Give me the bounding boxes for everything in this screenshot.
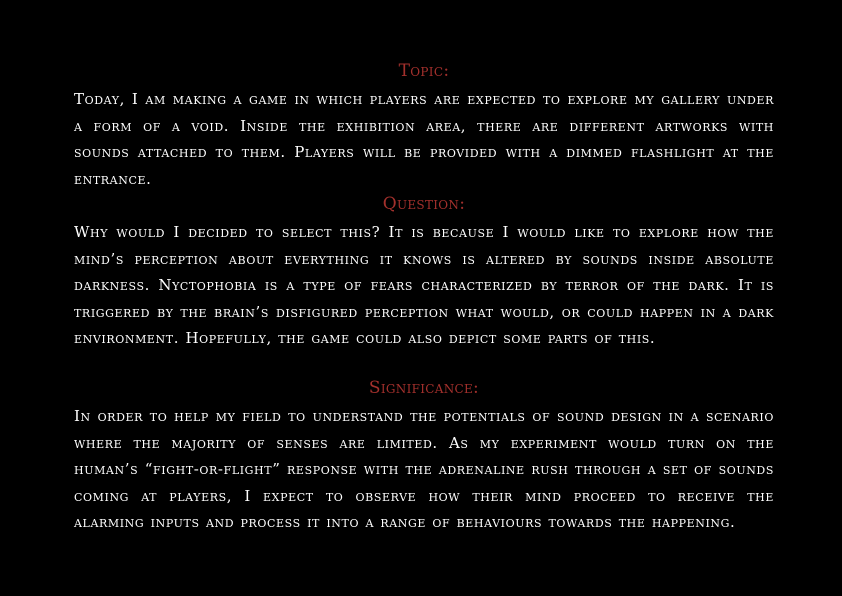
question-section (74, 193, 774, 352)
question-body: Why would I decided to select this? It is because I would like to explore how the mind’s perception about everything it knows is altered by sounds inside absolute darkness. Nyctophobia is a type of fears characterized by terror of the dark. It is triggered by the brain’s disfigured perception what would, or could happen in a dark environment. Hopefully, the game could also depict some parts of this. (74, 223, 774, 347)
topic-section (74, 60, 774, 192)
significance-body: In order to help my field to understand the potentials of sound design in a scenario where the majority of senses are limited. As my experiment would turn on the human’s “fight-or-flight” response with the adrenaline rush through a set of sounds coming at players, I expect to observe how their mind proceed to receive the alarming inputs and process it into a range of behaviours towards the happening. (74, 407, 774, 531)
question-heading: Question: (382, 194, 466, 214)
topic-heading: Topic: (398, 61, 450, 81)
significance-heading: Significance: (368, 378, 480, 398)
significance-section (74, 377, 774, 536)
topic-body: Today, I am making a game in which players are expected to explore my gallery under a form of a void. Inside the exhibition area, there are different artworks with sounds attached to them. Players will be provided with a dimmed flashlight at the entrance. (74, 90, 774, 188)
